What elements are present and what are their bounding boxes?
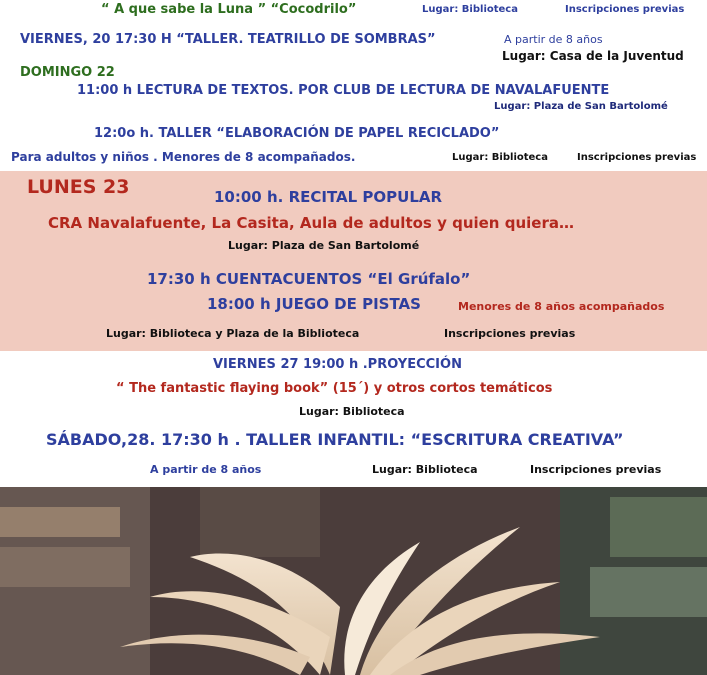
clue-game-event: 18:00 h JUEGO DE PISTAS xyxy=(207,295,421,313)
saturday-28-heading: SÁBADO,28. 17:30 h . TALLER INFANTIL: “ESCRITURA CREATIVA” xyxy=(46,430,624,449)
sunday-22-heading: DOMINGO 22 xyxy=(20,65,115,80)
monday-23-heading: LUNES 23 xyxy=(27,176,130,198)
story-titles: “ A que sabe la Luna ” “Cocodrilo” xyxy=(101,2,357,17)
friday-27-heading: VIERNES 27 19:00 h .PROYECCIÓN xyxy=(213,357,462,372)
venue-label: Lugar: Casa de la Juventud xyxy=(502,49,684,63)
registration-note: Inscripciones previas xyxy=(444,327,576,340)
venue-label: Lugar: Biblioteca y Plaza de la Biblioteca xyxy=(106,327,360,340)
friday-20-heading: VIERNES, 20 17:30 H “TALLER. TEATRILLO DE SOMBRAS” xyxy=(20,32,436,47)
age-note: Menores de 8 años acompañados xyxy=(458,300,665,313)
open-book-photo xyxy=(0,487,707,675)
venue-label: Lugar: Plaza de San Bartolomé xyxy=(494,101,668,112)
venue-label: Lugar: Biblioteca xyxy=(422,4,518,15)
workshop-audience: Para adultos y niños . Menores de 8 acompañados. xyxy=(11,150,356,164)
venue-label: Lugar: Plaza de San Bartolomé xyxy=(228,239,420,252)
film-title: “ The fantastic flaying book” (15´) y otros cortos temáticos xyxy=(116,381,553,396)
age-note: A partir de 8 años xyxy=(504,33,603,46)
registration-note: Inscripciones previas xyxy=(577,152,697,163)
registration-note: Inscripciones previas xyxy=(565,4,685,15)
reading-event: 11:00 h LECTURA DE TEXTOS. POR CLUB DE LECTURA DE NAVALAFUENTE xyxy=(77,83,610,98)
storytelling-event: 17:30 h CUENTACUENTOS “El Grúfalo” xyxy=(147,270,471,288)
recital-participants: CRA Navalafuente, La Casita, Aula de adultos y quien quiera… xyxy=(48,214,574,232)
venue-label: Lugar: Biblioteca xyxy=(452,152,548,163)
popular-recital: 10:00 h. RECITAL POPULAR xyxy=(214,188,443,206)
venue-label: Lugar: Biblioteca xyxy=(372,463,478,476)
venue-label: Lugar: Biblioteca xyxy=(299,405,405,418)
open-book-illustration xyxy=(0,487,707,675)
registration-note: Inscripciones previas xyxy=(530,463,662,476)
recycled-paper-workshop: 12:0o h. TALLER “ELABORACIÓN DE PAPEL RECICLADO” xyxy=(94,126,500,141)
age-note: A partir de 8 años xyxy=(150,463,262,476)
